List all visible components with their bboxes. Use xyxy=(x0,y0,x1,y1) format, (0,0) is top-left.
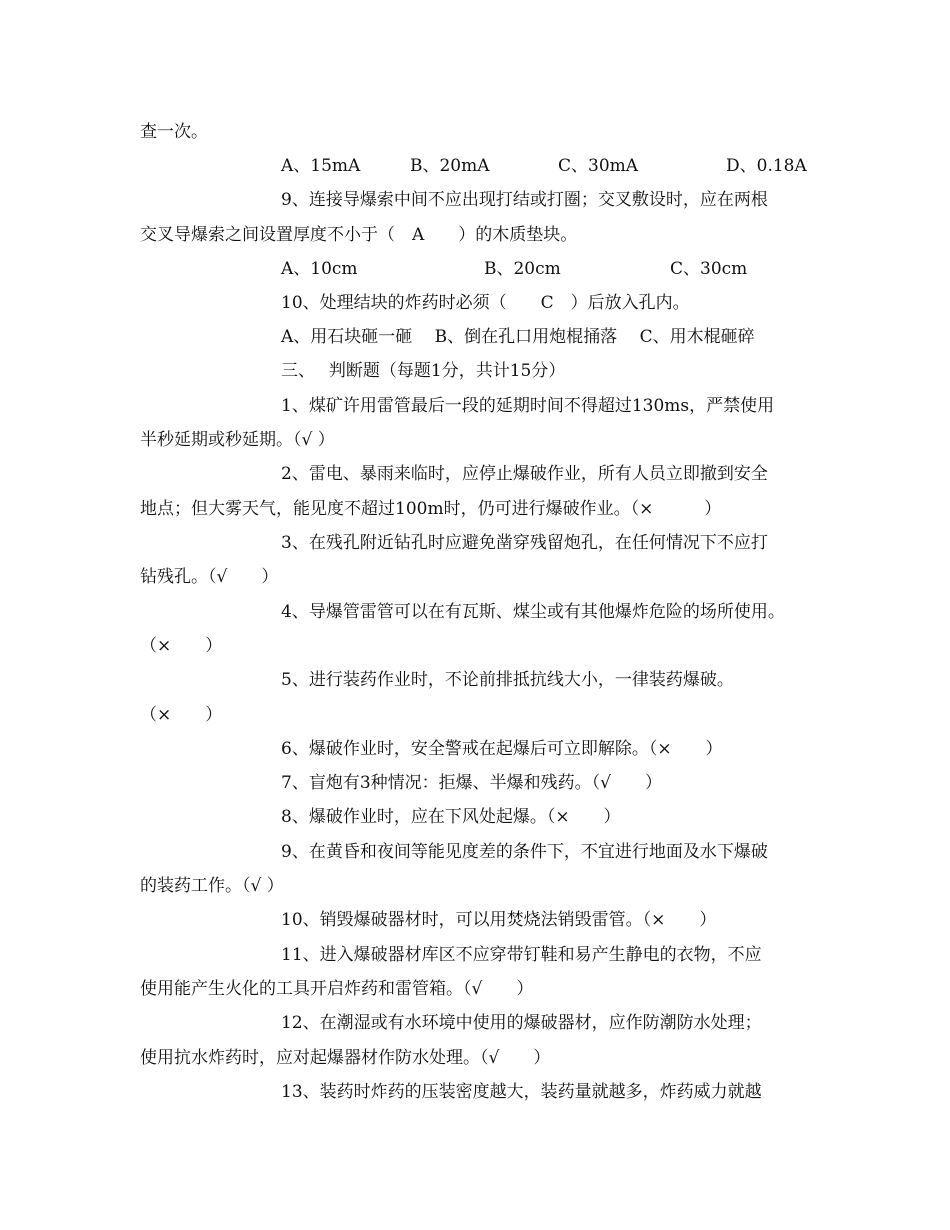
text-line: 2、雷电、暴雨来临时，应停止爆破作业，所有人员立即撤到安全 xyxy=(281,464,768,484)
text-line: 10、处理结块的炸药时必须（ C ）后放入孔内。 xyxy=(281,293,690,313)
text-line: 使用抗水炸药时，应对起爆器材作防水处理。（√ ） xyxy=(140,1048,551,1068)
text-line: A、用石块砸一砸 B、倒在孔口用炮棍捅落 C、用木棍砸碎 xyxy=(281,327,755,347)
text-line: 3、在残孔附近钻孔时应避免凿穿残留炮孔，在任何情况下不应打 xyxy=(281,533,768,553)
text-line: 5、进行装药作业时，不论前排抵抗线大小，一律装药爆破。 xyxy=(281,670,734,690)
text-line: 半秒延期或秒延期。（√ ） xyxy=(140,430,335,450)
text-line: 12、在潮湿或有水环境中使用的爆破器材，应作防潮防水处理； xyxy=(281,1013,762,1033)
text-line: 8、爆破作业时，应在下风处起爆。（× ） xyxy=(281,807,621,827)
text-line: 9、连接导爆索中间不应出现打结或打圈；交叉敷设时，应在两根 xyxy=(281,190,768,210)
text-line: 使用能产生火化的工具开启炸药和雷管箱。（√ ） xyxy=(140,979,534,999)
text-line: 4、导爆管雷管可以在有瓦斯、煤尘或有其他爆炸危险的场所使用。 xyxy=(281,602,785,622)
text-line: 13、装药时炸药的压装密度越大，装药量就越多，炸药威力就越 xyxy=(281,1082,762,1102)
text-line: （× ） xyxy=(140,636,223,656)
option-b: B、20cm xyxy=(484,259,561,279)
text-line: 查一次。 xyxy=(140,122,208,142)
option-b: B、20mA xyxy=(410,156,490,176)
text-line: 的装药工作。（√ ） xyxy=(140,876,284,896)
option-a: A、10cm xyxy=(281,259,358,279)
text-line: （× ） xyxy=(140,705,223,725)
option-c: C、30cm xyxy=(670,259,748,279)
option-d: D、0.18A xyxy=(726,156,807,176)
text-line: 10、销毁爆破器材时，可以用焚烧法销毁雷管。（× ） xyxy=(281,910,717,930)
text-line: 9、在黄昏和夜间等能见度差的条件下，不宜进行地面及水下爆破 xyxy=(281,842,768,862)
text-line: 1、煤矿许用雷管最后一段的延期时间不得超过130ms，严禁使用 xyxy=(281,396,775,416)
option-c: C、30mA xyxy=(558,156,639,176)
text-line: 11、进入爆破器材库区不应穿带钉鞋和易产生静电的衣物，不应 xyxy=(281,945,762,965)
text-line: 交叉导爆索之间设置厚度不小于（ A ）的木质垫块。 xyxy=(140,225,578,245)
text-line: 地点；但大雾天气，能见度不超过100m时，仍可进行爆破作业。（× ） xyxy=(140,499,722,519)
text-line: 7、盲炮有3种情况：拒爆、半爆和残药。（√ ） xyxy=(281,773,662,793)
text-line: 钻残孔。（√ ） xyxy=(140,567,279,587)
section-heading: 三、 判断题（每题1分，共计15分） xyxy=(281,361,566,381)
option-a: A、15mA xyxy=(281,156,361,176)
text-line: 6、爆破作业时，安全警戒在起爆后可立即解除。（× ） xyxy=(281,739,723,759)
